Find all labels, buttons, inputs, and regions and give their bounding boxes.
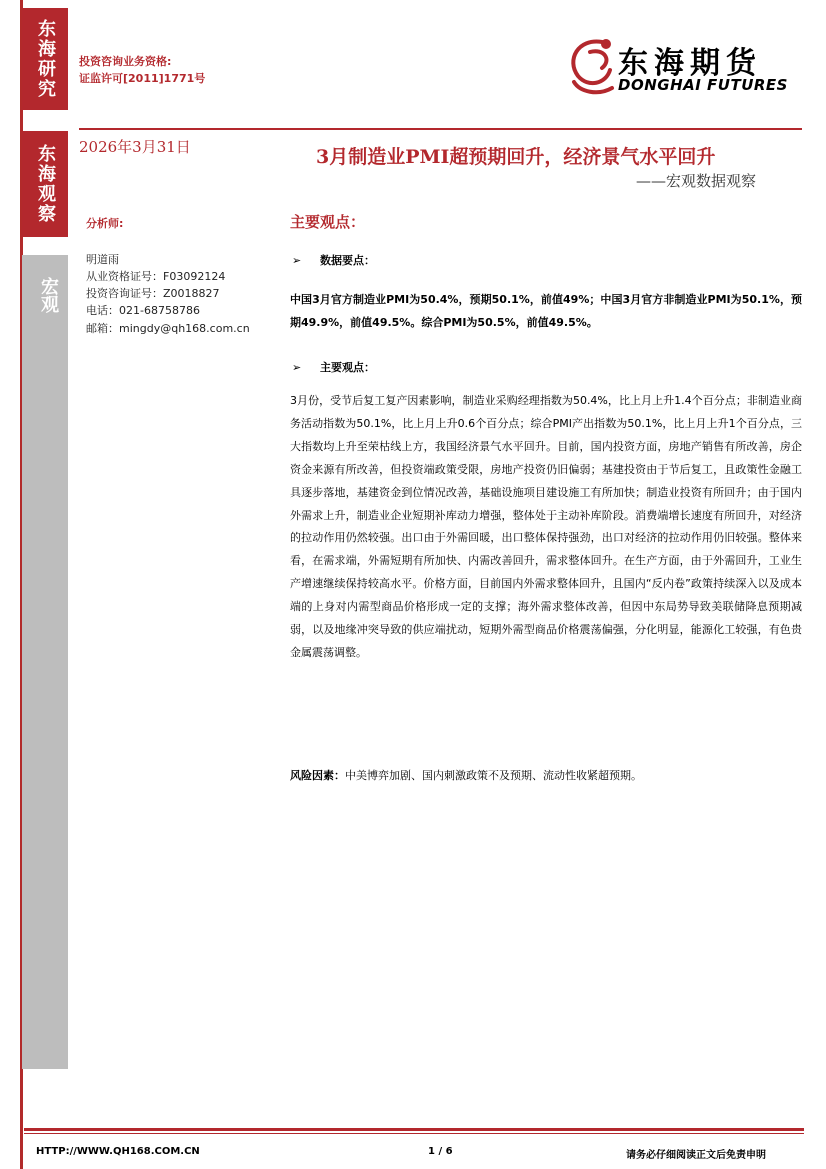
data-points-heading bbox=[292, 252, 375, 268]
side-box-observe bbox=[22, 131, 68, 237]
side-label-observe: 东海观察 bbox=[35, 144, 56, 224]
data-points-paragraph: 中国3月官方制造业PMI为50.4%，预期50.1%，前值49%；中国3月官方非制造业PMI为50.1%，预期49.9%，前值49.5%。综合PMI为50.5%，前值49.5%。 bbox=[290, 293, 802, 329]
arrow-bullet-icon: ➢ bbox=[292, 254, 302, 267]
analyst-qualification: 从业资格证号：F03092124 bbox=[86, 270, 226, 283]
main-points-heading bbox=[292, 359, 375, 375]
side-label-macro: 宏观 bbox=[38, 277, 59, 313]
logo-text-cn: 东海期货 bbox=[618, 46, 762, 81]
report-subtitle: ——宏观数据观察 bbox=[636, 172, 757, 190]
data-points-heading-text: 数据要点： bbox=[320, 254, 375, 267]
side-label-research: 东海研究 bbox=[35, 19, 56, 99]
analyst-phone: 电话：021-68758786 bbox=[86, 304, 200, 317]
footer-divider-thin bbox=[24, 1133, 804, 1134]
main-points-heading-text: 主要观点： bbox=[320, 361, 375, 374]
logo-text-en: DONGHAI FUTURES bbox=[618, 76, 788, 94]
footer-disclaimer-note: 请务必仔细阅读正文后免责申明 bbox=[626, 1150, 766, 1161]
footer-page-number: 1 / 6 bbox=[428, 1146, 453, 1157]
analyst-name: 明道雨 bbox=[86, 253, 119, 266]
license-number: 证监许可[2011]1771号 bbox=[79, 72, 206, 85]
side-box-research bbox=[22, 8, 68, 110]
report-date: 2026年3月31日 bbox=[79, 138, 191, 156]
side-box-macro bbox=[22, 255, 68, 1069]
license-title: 投资咨询业务资格: bbox=[79, 55, 172, 68]
risk-label: 风险因素： bbox=[290, 769, 345, 782]
risk-paragraph bbox=[290, 765, 802, 788]
arrow-bullet-icon: ➢ bbox=[292, 361, 302, 374]
main-points-paragraph: 3月份，受节后复工复产因素影响，制造业采购经理指数为50.4%，比上月上升1.4个百分点；非制造业商务活动指数为50.1%，比上月上升0.6个百分点；综合PMI产出指数为50.1%，比上月上升1个百分点，三大指数均上升至荣枯线上方，我国经济景气水平回升。目前，国内投资方面，房地产销售有所改善，房企资金来源有所改善，但投资端政策受限，房地产投资仍旧偏弱；基建投资由于节后复工，且政策性金融工具逐步落地，基建资金到位情况改善，基础设施项目建设施工有所加快；制造业投资有所回升；由于国内外需求上升，制造业企业短期补库动力增强，整体处于主动补库阶段。消费端增长速度有所回升，对经济的拉动作用仍然较强。出口由于外需回暖，出口整体保持强劲，出口对经济的拉动作用仍旧较强。整体来看，在需求端，外需短期有所加快、内需改善回升，需求整体回升。在生产方面，由于外需回升，工业生产增速继续保持较高水平。价格方面，目前国内外需求整体回升，且国内“反内卷”政策持续深入以及成本端的上身对内需型商品价格形成一定的支撑；海外需求整体改善，但因中东局势导致美联储降息预期减弱，以及地缘冲突导致的供应端扰动，短期外需型商品价格震荡偏强，分化明显，能源化工较强，有色贵金属震荡调整。 bbox=[290, 394, 802, 659]
risk-text: 中美博弈加剧、国内刺激政策不及预期、流动性收紧超预期。 bbox=[345, 769, 642, 782]
footer-divider bbox=[24, 1128, 804, 1131]
report-title: 3月制造业PMI超预期回升，经济景气水平回升 bbox=[316, 146, 716, 168]
header-divider bbox=[79, 128, 802, 130]
analyst-consult-number: 投资咨询证号：Z0018827 bbox=[86, 287, 220, 300]
analyst-label: 分析师: bbox=[86, 217, 124, 230]
footer-url-link[interactable]: HTTP://WWW.QH168.COM.CN bbox=[36, 1146, 200, 1157]
analyst-email[interactable]: 邮箱：mingdy@qh168.com.cn bbox=[86, 322, 250, 335]
key-points-heading: 主要观点： bbox=[290, 213, 366, 231]
